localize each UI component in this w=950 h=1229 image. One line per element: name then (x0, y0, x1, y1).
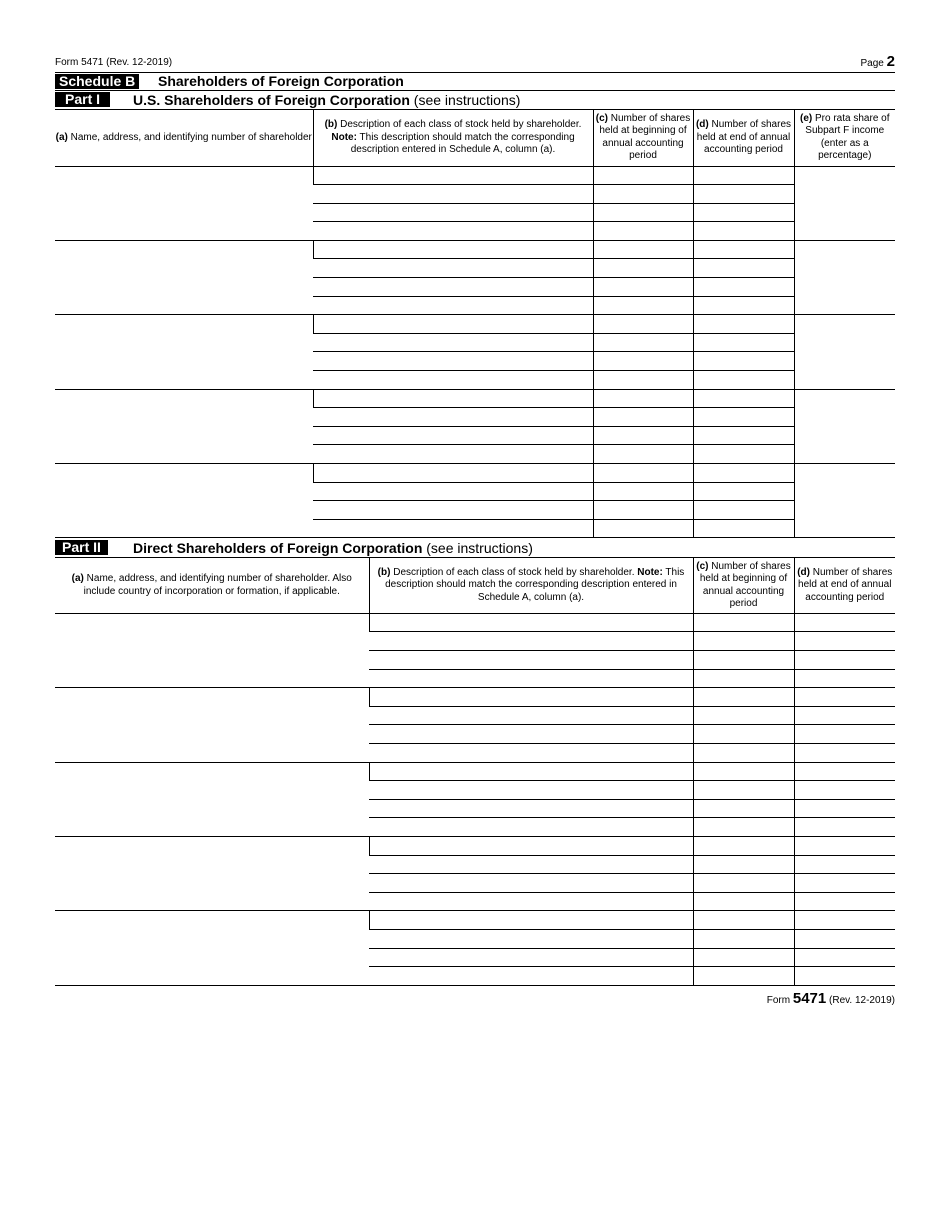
part1-cell-c[interactable] (593, 259, 693, 278)
part2-title: Direct Shareholders of Foreign Corporation (see instructions) (133, 540, 533, 557)
part1-col-c-header: (c) Number of shares held at beginning of annual accounting period (593, 110, 693, 166)
part1-row (55, 389, 895, 408)
part2-cell-b[interactable] (369, 669, 693, 688)
part2-cell-c[interactable] (693, 651, 794, 670)
form-header (55, 52, 895, 73)
part2-cell-d[interactable] (794, 669, 895, 688)
part1-cell-a[interactable] (55, 240, 313, 314)
part2-cell-c[interactable] (693, 818, 794, 837)
part2-row (55, 613, 895, 632)
part2-cell-b[interactable] (369, 688, 693, 707)
part1-cell-d[interactable] (693, 315, 794, 334)
part2-cell-d[interactable] (794, 799, 895, 818)
part1-cell-b[interactable] (313, 445, 593, 464)
part1-title: U.S. Shareholders of Foreign Corporation (see instructions) (133, 92, 521, 108)
part1-cell-d[interactable] (693, 426, 794, 445)
part2-cell-b[interactable] (369, 892, 693, 911)
part1-cell-b[interactable] (313, 389, 593, 408)
part1-cell-d[interactable] (693, 185, 794, 204)
part1-cell-d[interactable] (693, 296, 794, 315)
part1-cell-d[interactable] (693, 278, 794, 297)
part2-cell-d[interactable] (794, 874, 895, 893)
part2-cell-a[interactable] (55, 613, 369, 687)
part2-cell-d[interactable] (794, 781, 895, 800)
part1-cell-e[interactable] (794, 389, 895, 463)
part1-cell-d[interactable] (693, 482, 794, 501)
part2-tag: Part II (55, 540, 108, 555)
schedule-tag: Schedule B (55, 74, 139, 89)
part1-cell-b[interactable] (313, 482, 593, 501)
part1-col-d-header: (d) Number of shares held at end of annual accounting period (693, 110, 794, 166)
part1-cell-c[interactable] (593, 203, 693, 222)
part1-cell-b[interactable] (313, 222, 593, 241)
part2-cell-c[interactable] (693, 948, 794, 967)
part1-cell-b[interactable] (313, 278, 593, 297)
part2-cell-b[interactable] (369, 781, 693, 800)
part1-cell-b[interactable] (313, 519, 593, 538)
part1-cell-b[interactable] (313, 352, 593, 371)
part2-row (55, 762, 895, 781)
part1-cell-e[interactable] (794, 240, 895, 314)
part1-cell-c[interactable] (593, 240, 693, 259)
part2-cell-c[interactable] (693, 855, 794, 874)
part1-cell-a[interactable] (55, 166, 313, 240)
part1-cell-c[interactable] (593, 426, 693, 445)
part2-cell-b[interactable] (369, 762, 693, 781)
part1-cell-d[interactable] (693, 464, 794, 483)
part1-row (55, 315, 895, 334)
part2-cell-d[interactable] (794, 688, 895, 707)
part2-cell-c[interactable] (693, 725, 794, 744)
part2-cell-b[interactable] (369, 632, 693, 651)
part1-cell-d[interactable] (693, 166, 794, 185)
part2-cell-b[interactable] (369, 706, 693, 725)
part2-cell-c[interactable] (693, 929, 794, 948)
part2-cell-c[interactable] (693, 744, 794, 763)
part1-cell-b[interactable] (313, 185, 593, 204)
part2-cell-c[interactable] (693, 967, 794, 986)
part1-cell-c[interactable] (593, 296, 693, 315)
part2-cell-b[interactable] (369, 744, 693, 763)
part2-cell-c[interactable] (693, 688, 794, 707)
part2-cell-d[interactable] (794, 744, 895, 763)
part1-cell-d[interactable] (693, 519, 794, 538)
part1-cell-b[interactable] (313, 259, 593, 278)
part1-cell-d[interactable] (693, 371, 794, 390)
part1-cell-c[interactable] (593, 408, 693, 427)
part2-cell-c[interactable] (693, 874, 794, 893)
part2-row (55, 911, 895, 930)
part1-cell-c[interactable] (593, 519, 693, 538)
part1-cell-d[interactable] (693, 408, 794, 427)
part1-cell-c[interactable] (593, 389, 693, 408)
part1-cell-c[interactable] (593, 166, 693, 185)
part1-cell-c[interactable] (593, 501, 693, 520)
part2-cell-b[interactable] (369, 911, 693, 930)
schedule-b-header (55, 73, 895, 91)
part1-cell-c[interactable] (593, 333, 693, 352)
part2-cell-b[interactable] (369, 967, 693, 986)
part1-cell-d[interactable] (693, 352, 794, 371)
schedule-title: Shareholders of Foreign Corporation (158, 73, 404, 89)
part1-cell-c[interactable] (593, 185, 693, 204)
part2-cell-a[interactable] (55, 762, 369, 836)
part2-cell-b[interactable] (369, 799, 693, 818)
part1-table (55, 110, 895, 538)
part2-cell-b[interactable] (369, 855, 693, 874)
part2-cell-c[interactable] (693, 669, 794, 688)
part1-col-b-header: (b) Description of each class of stock held by shareholder. Note: This description should match the corresponding description entered in Schedule A, column (a). (313, 110, 593, 166)
part2-cell-b[interactable] (369, 948, 693, 967)
part2-cell-a[interactable] (55, 688, 369, 762)
part1-col-a-header: (a) Name, address, and identifying number of shareholder (55, 110, 313, 166)
part1-col-e-header: (e) Pro rata share of Subpart F income (enter as a percentage) (794, 110, 895, 166)
part1-tag: Part I (55, 92, 110, 107)
part1-cell-b[interactable] (313, 333, 593, 352)
part2-cell-b[interactable] (369, 651, 693, 670)
part2-cell-d[interactable] (794, 818, 895, 837)
part2-cell-d[interactable] (794, 948, 895, 967)
part2-cell-c[interactable] (693, 799, 794, 818)
part2-cell-c[interactable] (693, 781, 794, 800)
part1-cell-c[interactable] (593, 482, 693, 501)
part2-cell-d[interactable] (794, 929, 895, 948)
part1-cell-b[interactable] (313, 296, 593, 315)
part1-header (55, 91, 895, 110)
part2-cell-d[interactable] (794, 725, 895, 744)
part2-cell-b[interactable] (369, 613, 693, 632)
part2-cell-b[interactable] (369, 929, 693, 948)
part2-cell-d[interactable] (794, 706, 895, 725)
part2-cell-d[interactable] (794, 632, 895, 651)
part2-col-b-header: (b) Description of each class of stock held by shareholder. Note: This description should match the corresponding description entered in Schedule A, column (a). (369, 558, 693, 613)
part2-cell-d[interactable] (794, 837, 895, 856)
part1-row (55, 166, 895, 185)
part2-table (55, 558, 895, 985)
part1-cell-c[interactable] (593, 315, 693, 334)
part2-cell-d[interactable] (794, 613, 895, 632)
part1-cell-b[interactable] (313, 426, 593, 445)
part1-cell-c[interactable] (593, 278, 693, 297)
part2-cell-b[interactable] (369, 725, 693, 744)
part2-cell-c[interactable] (693, 892, 794, 911)
part1-cell-c[interactable] (593, 371, 693, 390)
part1-cell-b[interactable] (313, 464, 593, 483)
part1-cell-d[interactable] (693, 240, 794, 259)
part1-cell-d[interactable] (693, 333, 794, 352)
part2-cell-a[interactable] (55, 837, 369, 911)
part2-col-d-header: (d) Number of shares held at end of annual accounting period (794, 558, 895, 613)
part2-cell-d[interactable] (794, 911, 895, 930)
part1-row (55, 240, 895, 259)
part2-cell-c[interactable] (693, 632, 794, 651)
part1-row (55, 464, 895, 483)
part1-cell-a[interactable] (55, 315, 313, 389)
part1-cell-d[interactable] (693, 501, 794, 520)
part2-cell-c[interactable] (693, 762, 794, 781)
form-page (55, 52, 895, 1007)
part1-cell-c[interactable] (593, 352, 693, 371)
part2-cell-b[interactable] (369, 874, 693, 893)
part2-row (55, 688, 895, 707)
part1-cell-e[interactable] (794, 464, 895, 538)
part2-cell-d[interactable] (794, 762, 895, 781)
part1-cell-b[interactable] (313, 408, 593, 427)
form-footer: Form 5471 (Rev. 12-2019) (766, 990, 895, 1007)
part2-cell-c[interactable] (693, 613, 794, 632)
part2-header (55, 538, 895, 558)
part1-cell-e[interactable] (794, 315, 895, 389)
part1-cell-b[interactable] (313, 166, 593, 185)
part2-row (55, 837, 895, 856)
part1-cell-b[interactable] (313, 315, 593, 334)
part2-cell-c[interactable] (693, 837, 794, 856)
part2-col-a-header: (a) Name, address, and identifying number of shareholder. Also include country of incorporation or formation, if applicable. (55, 558, 369, 613)
part2-cell-c[interactable] (693, 911, 794, 930)
part2-cell-b[interactable] (369, 837, 693, 856)
part1-cell-b[interactable] (313, 501, 593, 520)
part2-cell-d[interactable] (794, 651, 895, 670)
part1-cell-d[interactable] (693, 203, 794, 222)
part1-cell-c[interactable] (593, 445, 693, 464)
part2-cell-d[interactable] (794, 892, 895, 911)
part2-col-c-header: (c) Number of shares held at beginning of annual accounting period (693, 558, 794, 613)
part1-cell-d[interactable] (693, 259, 794, 278)
part1-cell-b[interactable] (313, 240, 593, 259)
part2-cell-d[interactable] (794, 967, 895, 986)
part2-cell-a[interactable] (55, 911, 369, 985)
part1-cell-c[interactable] (593, 464, 693, 483)
part1-cell-d[interactable] (693, 222, 794, 241)
part2-cell-d[interactable] (794, 855, 895, 874)
part1-cell-a[interactable] (55, 389, 313, 463)
part1-cell-b[interactable] (313, 203, 593, 222)
part1-cell-d[interactable] (693, 389, 794, 408)
part1-cell-e[interactable] (794, 166, 895, 240)
part1-cell-d[interactable] (693, 445, 794, 464)
page-number: Page 2 (860, 53, 895, 70)
part2-cell-c[interactable] (693, 706, 794, 725)
form-revision: Form 5471 (Rev. 12-2019) (55, 57, 173, 68)
part2-cell-b[interactable] (369, 818, 693, 837)
part1-cell-c[interactable] (593, 222, 693, 241)
part1-cell-a[interactable] (55, 464, 313, 538)
part1-cell-b[interactable] (313, 371, 593, 390)
